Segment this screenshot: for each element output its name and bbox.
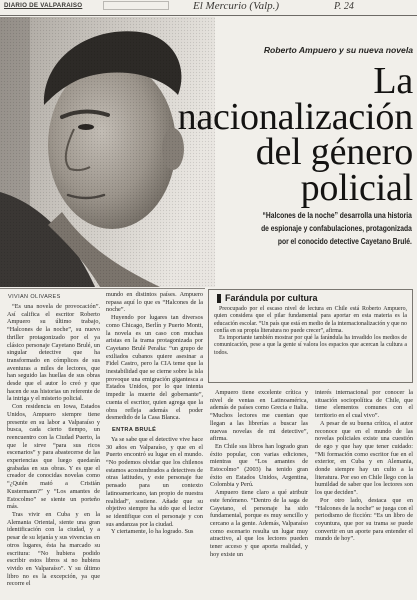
title-line: nacionalización [177, 95, 413, 138]
sidebar-box [208, 289, 413, 383]
deck-line: “Halcones de la noche” desarrolla una historia [262, 210, 412, 220]
sidebar-text [209, 306, 412, 357]
article-kicker: Roberto Ampuero y su nueva novela [263, 45, 413, 55]
body-paragraph: interés internacional por conocer la situación sociopolítica de Chile, que tiene elementos comunes con el territorio en el cual vivo”. [315, 389, 413, 420]
header-rule [0, 15, 417, 16]
page-note: P. 24 [334, 1, 354, 12]
body-paragraph: A pesar de su buena crítica, el autor reconoce que en el mundo de las novelas policiales existe una cuestión de ego y que hay que tener cuidado: “Mi formación como escritor fue en el exterior, en Cuba y en Alemania, donde siempre hay un culto a la literatura. Por eso en Chile llego con la humildad de saber que los lectores son los que deciden”. [315, 419, 413, 497]
body-column-2 [106, 291, 203, 598]
source-label: DIARIO DE VALPARAISO [4, 2, 83, 9]
body-paragraph: Ya se sabe que el detective vive hace 30 años en Valparaíso, y que en el Puerto encontró su lugar en el mundo. “No podemos olvidar que los chilenos estamos acostumbrados a detectives de otras latitudes, y este personaje fue pensado para un contexto latinoamericano, tan propio de nuestra realidad”, sostiene. Añade que su objetivo siempre ha sido que el lector se identifique con el personaje y con sus andanzas por la ciudad. [106, 435, 203, 528]
body-paragraph: En Chile sus libros han logrado gran éxito popular, con varias ediciones, mientras que “Los amantes de Estocolmo” (2003) ha tenido gran éxito en Estados Unidos, Argentina, Colombia y Perú. [210, 442, 308, 489]
body-paragraph: Ampuero tiene claro a qué atribuir este fenómeno. “Dentro de la saga de Cayetano, el personaje ha sido fundamental, porque es muy sencillo y cercano a la gente. Además, Valparaíso como escenario resulta un lugar muy atractivo, al que los lectores pueden tener acceso y que aporta realidad, y hoy existe un [210, 489, 308, 558]
body-paragraph: “Es una novela de provocación”. Así califica el escritor Roberto Ampuero su último trabajo, “Halcones de la noche”, su nuevo thriller protagonizado por el ya clásico personaje Cayetano Brulé, un singular detective que ha transformado en cómplices de sus aventuras a miles de lectores, que han seguido las huellas de sus obras desde que el autor lo creó y que hacen de sus historias un referente de la intriga y el misterio policial. [7, 303, 100, 403]
sidebar-paragraph: Es importante también mostrar por qué la farándula ha invadido los medios de comunicación, pese a que la gente sí valora los espacios que acercan la cultura a todos. [214, 335, 407, 356]
title-line: La [373, 60, 413, 102]
title-line: del género [255, 131, 413, 173]
sidebar-paragraph: Preocupado por el escaso nivel de lectura en Chile está Roberto Ampuero, quien considera que el pilar fundamental para aportar en esta materia es la educación escolar. “Un país que está en medio de la internacionalización y que no confía en su propia literatura no puede crecer”, afirma. [214, 306, 408, 334]
byline: VIVIAN OLIVARES [8, 294, 61, 300]
body-column-4 [315, 389, 413, 598]
body-column-1 [7, 303, 100, 598]
sidebar-title [217, 293, 412, 304]
section-subhead: ENTRA BRULÉ [112, 426, 157, 433]
article-deck [261, 209, 412, 248]
body-column-3 [210, 389, 308, 598]
handwritten-source: El Mercurio (Valp.) [193, 0, 280, 12]
title-line: policial [300, 166, 413, 209]
body-paragraph: Con residencia en Iowa, Estados Unidos, Ampuero siempre tiene presente en su labor a Valparaíso y busca, cada cierto tiempo, un reencuentro con la Ciudad Puerto, la que le sirve “para sus ricos escenarios” y para abastecerse de las experiencias que luego quedarán grabadas en sus obras. Y es que el creador de conocidas novelas como “¿Quién mató a Cristián Kustermann?” y “Los amantes de Estocolmo” se siente un porteño más. [7, 403, 100, 511]
sidebar-title-text: Farándula por cultura [225, 293, 318, 303]
deck-line: por el conocido detective Cayetano Brulé. [278, 236, 412, 246]
body-paragraph: Tras vivir en Cuba y en la Alemania Oriental, siente una gran identificación con la ciudad, y a pesar de su lejanía y sus vivencias en otros lugares, ésta ha marcado su escritura: “No hubiera podido escribir estos libros si no hubiera vivido en Valparaíso”. Y su último libro no es la excepción, ya que recorre el [7, 510, 100, 588]
body-paragraph: Y ciertamente, lo ha logrado. Sus [111, 528, 194, 536]
body-paragraph: Ampuero tiene excelente crítica y nivel de ventas en Latinoamérica, además de países como Grecia e Italia. “Muchos lectores me cuentan que llegan a las librerías a buscar las nuevas novelas de mi detective”, afirma. [210, 389, 308, 443]
body-paragraph: Huyendo por lugares tan diversos como Chicago, Berlín y Puerto Montt, la novela es un caso con muchas aristas en la trama protagonizada por Cayetano Brulé Peralta: “un grupo de exiliados cubanos quiere asesinar a Fidel Castro, pero la CIA teme que la inestabilidad que se cierne sobre la isla provoque una emigración gigantesca a Estados Unidos, por lo que intenta impedir la muerte del gobernante”, cuenta el escritor, quien agrega que la obra refleja además el poder desmedido de la Casa Blanca. [106, 314, 203, 422]
sidebar-bullet-icon [217, 294, 221, 303]
photo-rule [0, 288, 205, 289]
body-paragraph: mundo en distintos países. Ampuero repasa aquí lo que es “Halcones de la noche”. [106, 291, 203, 314]
deck-line: de espionaje y confabulaciones, protagonizada [261, 223, 412, 233]
article-title [177, 60, 413, 209]
date-stamp [103, 1, 169, 10]
body-paragraph: Por otro lado, destaca que en “Halcones de la noche” se juega con el periodismo de ficción: “Es un libro de coyuntura, que por su trama se puede convertir en un aporte para entender el mundo de hoy”. [315, 496, 413, 543]
